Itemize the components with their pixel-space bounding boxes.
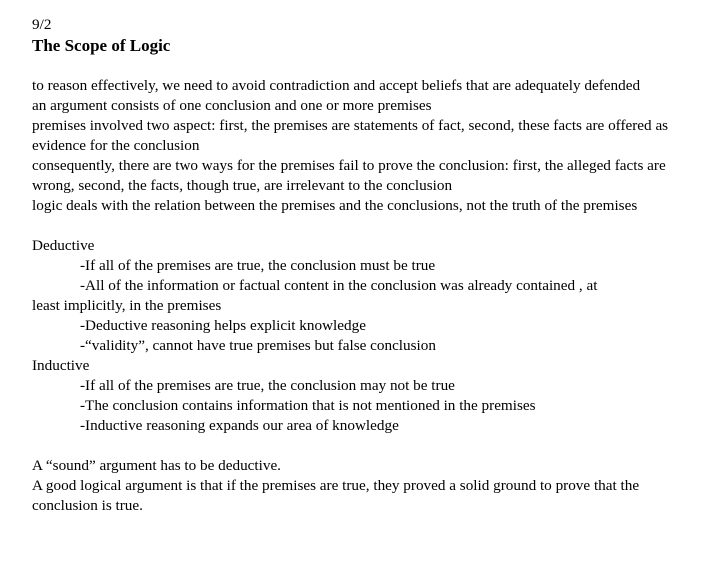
spacer [32,216,692,236]
deductive-point-4: -“validity”, cannot have true premises but false conclusion [80,337,436,354]
intro-line-5: logic deals with the relation between the premises and the conclusions, not the truth of the premises [32,197,638,214]
spacer [32,436,692,456]
inductive-point-3: -Inductive reasoning expands our area of knowledge [80,417,399,434]
inductive-point-1: -If all of the premises are true, the conclusion may not be true [80,377,455,394]
deductive-point-2: -All of the information or factual content in the conclusion was already contained , at [80,277,598,294]
note-date: 9/2 [32,16,52,33]
deductive-heading: Deductive [32,237,95,254]
inductive-heading: Inductive [32,357,90,374]
intro-line-4: consequently, there are two ways for the premises fail to prove the conclusion: first, the alleged facts are wrong, second, the facts, though true, are irrelevant to the conclusion [32,157,666,194]
spacer [32,56,692,76]
intro-line-3: premises involved two aspect: first, the premises are statements of fact, second, these facts are offered as evidence for the conclusion [32,117,669,154]
intro-line-1: to reason effectively, we need to avoid contradiction and accept beliefs that are adequately defended [32,77,641,94]
deductive-point-1: -If all of the premises are true, the conclusion must be true [80,257,436,274]
deductive-point-2-continued: least implicitly, in the premises [32,297,222,314]
page-title: The Scope of Logic [32,36,171,55]
closing-line-2: A good logical argument is that if the premises are true, they proved a solid ground to prove that the conclusion is true. [32,477,640,514]
document-body [32,14,692,516]
deductive-point-3: -Deductive reasoning helps explicit knowledge [80,317,366,334]
closing-line-1: A “sound” argument has to be deductive. [32,457,281,474]
intro-line-2: an argument consists of one conclusion and one or more premises [32,97,432,114]
inductive-point-2: -The conclusion contains information that is not mentioned in the premises [80,397,536,414]
